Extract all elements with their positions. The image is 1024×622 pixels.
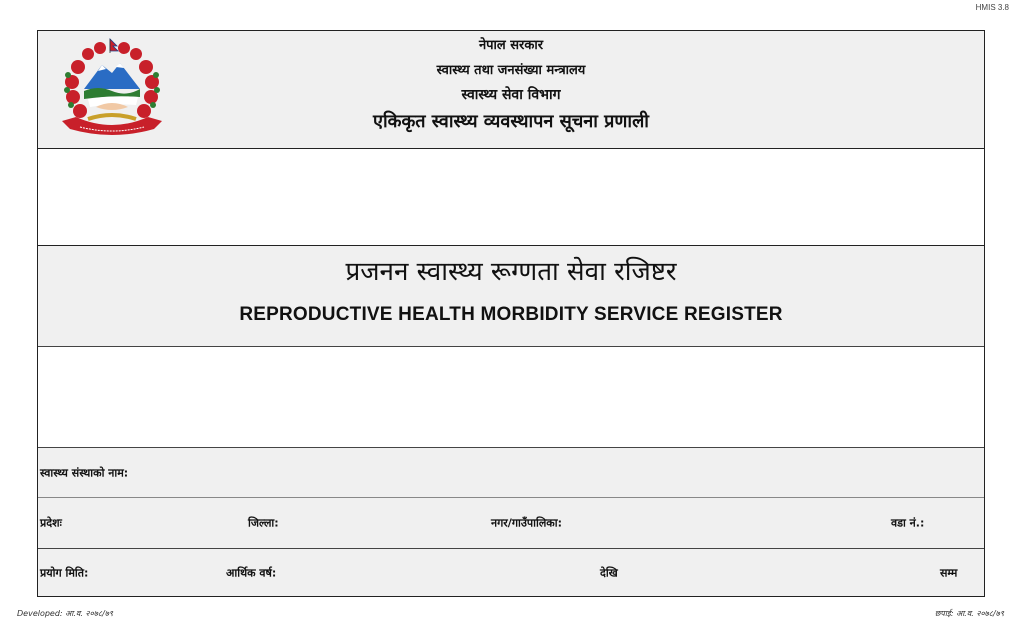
department-name: स्वास्थ्य सेवा विभाग <box>461 87 561 103</box>
facility-row <box>38 447 984 497</box>
blank-section-top <box>38 148 984 245</box>
to-label: सम्म <box>940 566 958 579</box>
ward-number-label: वडा नं.: <box>891 516 925 530</box>
usage-date-label: प्रयोग मिति: <box>40 566 89 579</box>
ministry-name: स्वास्थ्य तथा जनसंख्या मन्त्रालय <box>436 63 586 78</box>
blank-section-bottom <box>38 346 984 447</box>
version-label: HMIS 3.8 <box>975 3 1009 12</box>
location-row <box>38 497 984 548</box>
developed-note: Developed: आ.व. २०७८/७९ <box>17 609 114 618</box>
register-cover <box>37 30 985 597</box>
fiscal-year-label: आर्थिक वर्ष: <box>226 566 277 579</box>
header-text <box>38 33 984 134</box>
province-label: प्रदेशः <box>40 516 62 530</box>
register-title-english: REPRODUCTIVE HEALTH MORBIDITY SERVICE REGISTER <box>239 304 783 325</box>
system-name: एकिकृत स्वास्थ्य व्यवस्थापन सूचना प्रणाली <box>373 111 649 132</box>
municipality-label: नगर/गाउँपालिका: <box>491 516 562 530</box>
facility-name-label: स्वास्थ्य संस्थाको नाम: <box>40 466 129 479</box>
from-label: देखि <box>600 566 618 579</box>
register-title-nepali: प्रजनन स्वास्थ्य रूग्णता सेवा रजिष्टर <box>345 257 677 287</box>
district-label: जिल्ला: <box>248 516 279 530</box>
government-name: नेपाल सरकार <box>478 38 544 53</box>
printed-note: छपाई: आ.व. २०७८/७९ <box>934 609 1004 618</box>
title-section <box>38 245 984 346</box>
header-section <box>38 31 984 148</box>
date-row <box>38 548 984 596</box>
